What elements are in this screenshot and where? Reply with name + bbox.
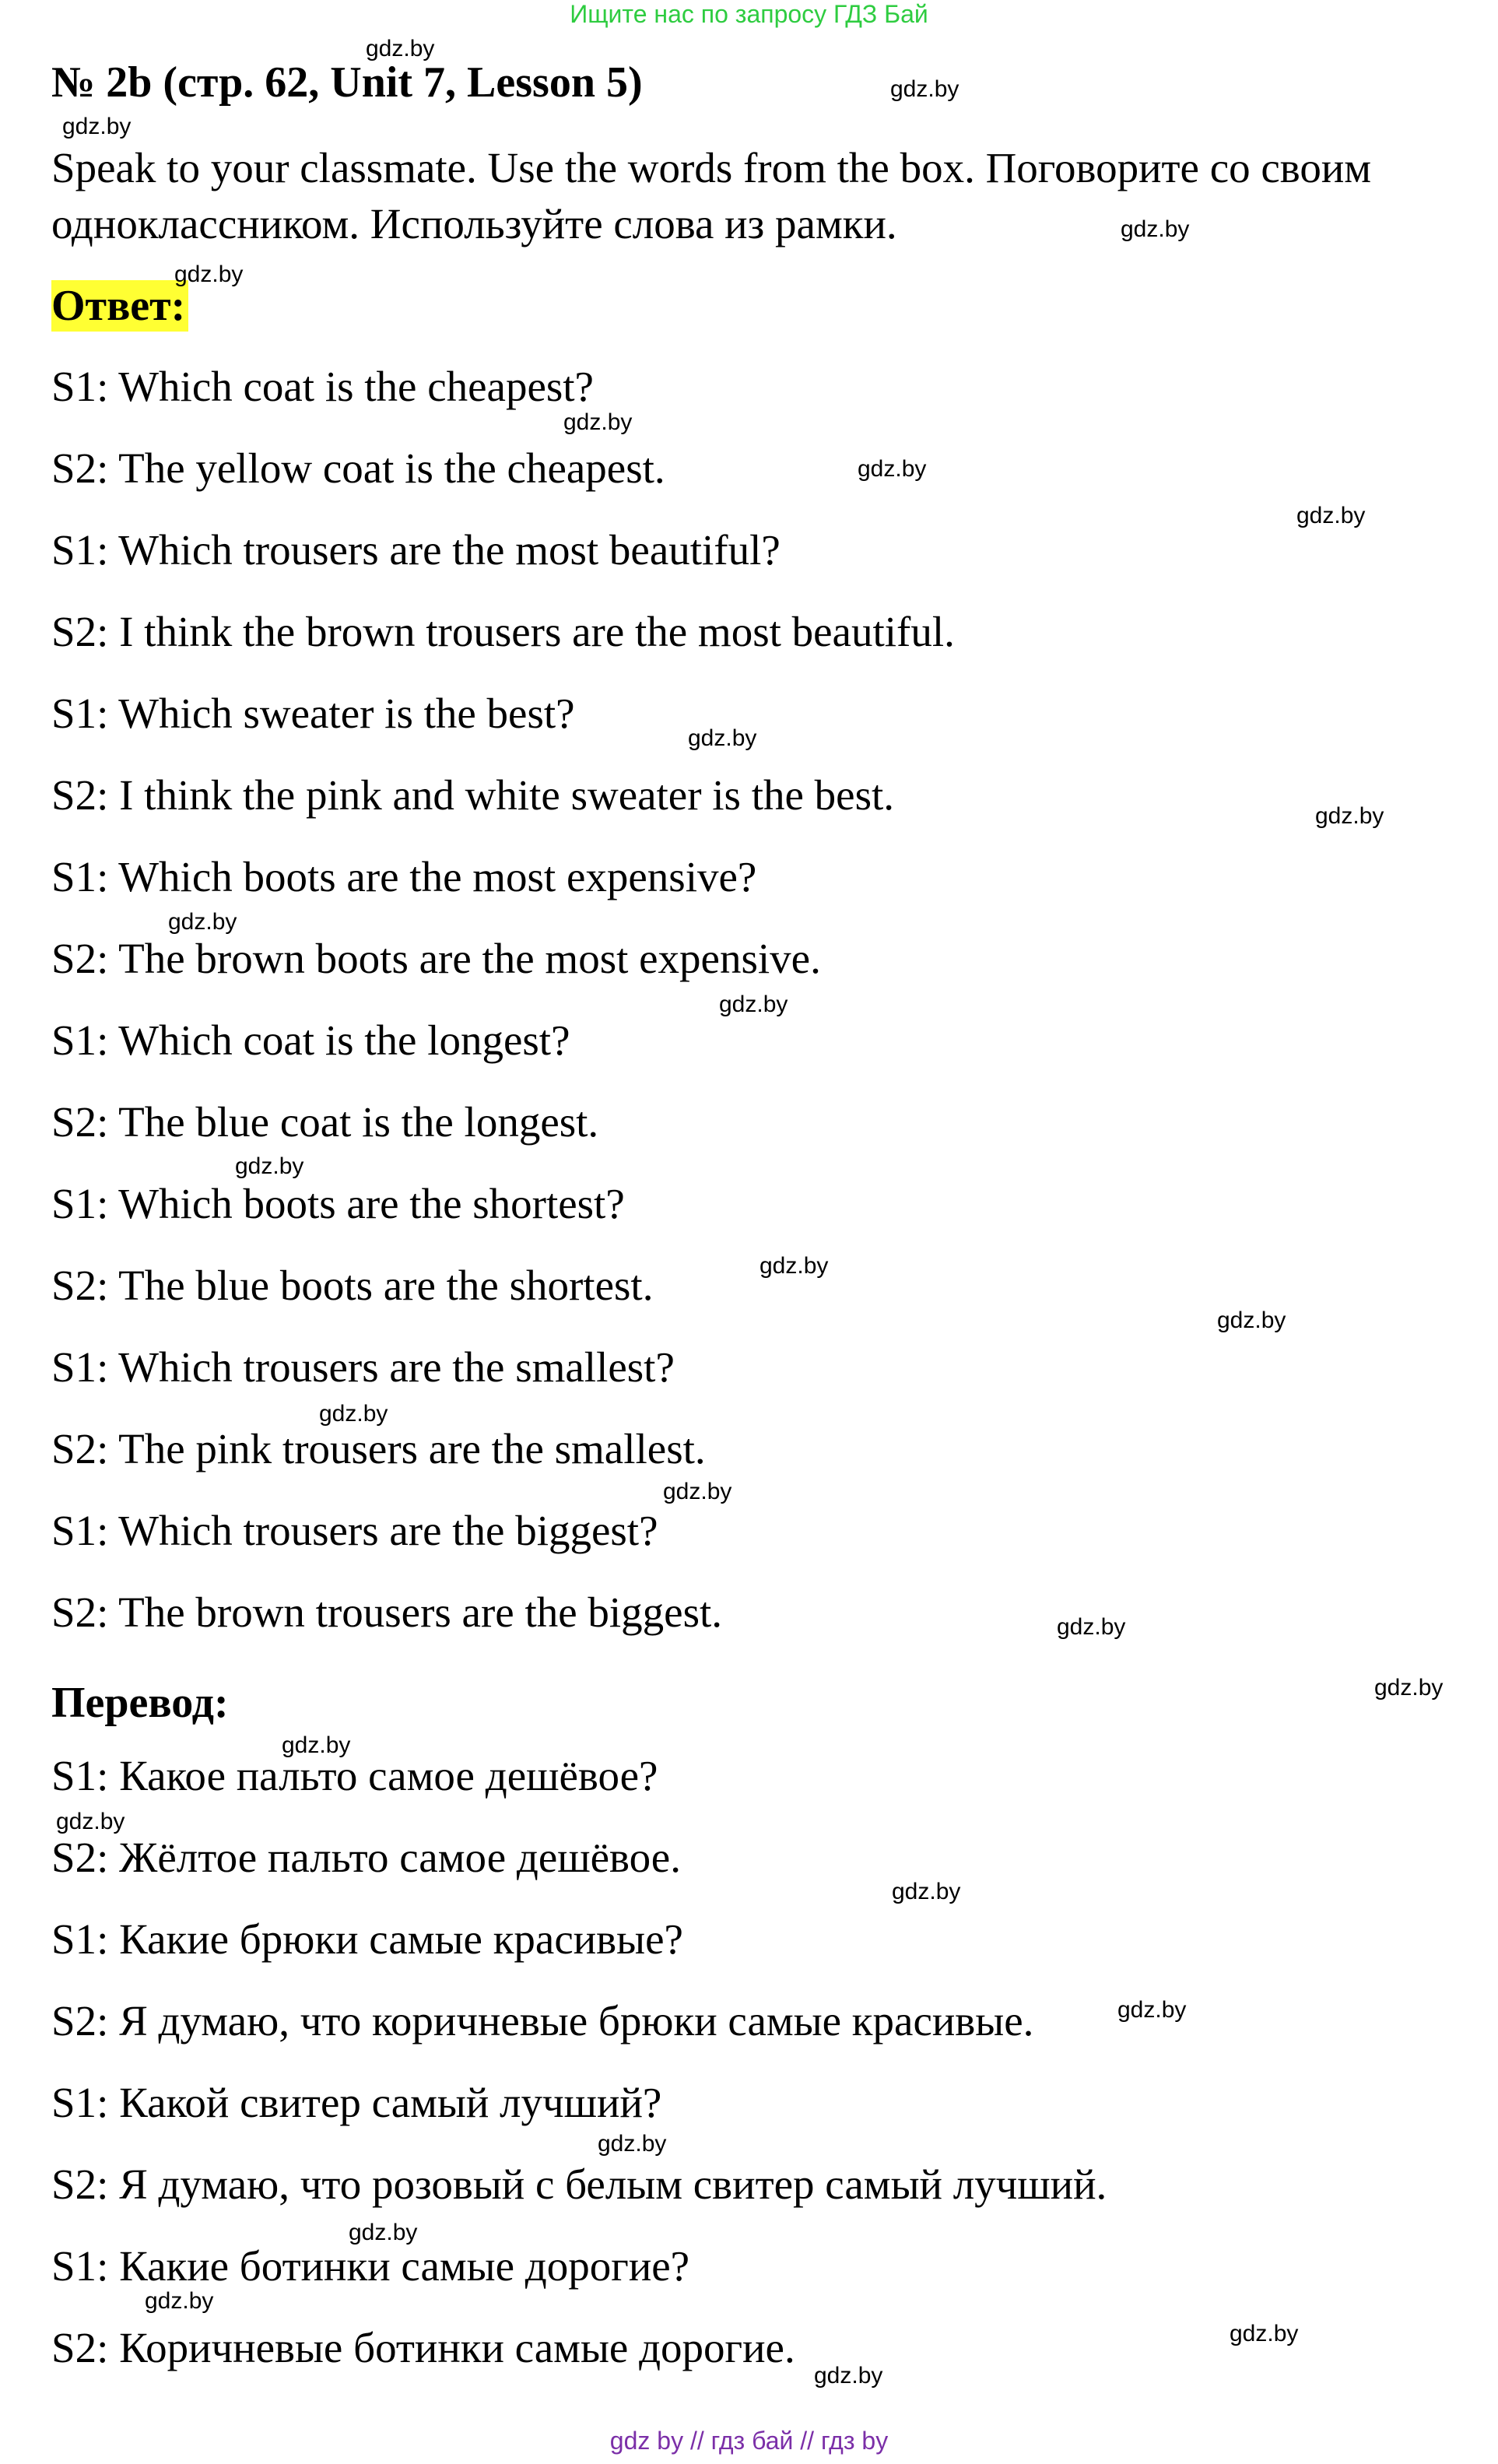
translation-line: S2: Коричневые ботинки самые дорогие. xyxy=(51,2324,795,2371)
watermark: gdz.by xyxy=(858,456,927,482)
watermark: gdz.by xyxy=(563,409,633,435)
translation-label: Перевод: xyxy=(51,1679,229,1727)
answer-line: S2: The brown boots are the most expensive. xyxy=(51,935,821,982)
watermark: gdz.by xyxy=(719,992,788,1017)
watermark: gdz.by xyxy=(235,1153,304,1179)
translation-line: S2: Я думаю, что розовый с белым свитер самый лучший. xyxy=(51,2160,1107,2208)
answer-line: S2: The brown trousers are the biggest. xyxy=(51,1588,723,1636)
watermark: gdz.by xyxy=(598,2131,667,2157)
translation-line: S1: Какой свитер самый лучший? xyxy=(51,2079,662,2126)
answer-line: S1: Which boots are the shortest? xyxy=(51,1180,625,1227)
answer-line: S1: Which coat is the longest? xyxy=(51,1016,570,1064)
watermark: gdz.by xyxy=(1117,1997,1187,2023)
translation-line: S1: Какие брюки самые красивые? xyxy=(51,1915,683,1963)
watermark: gdz.by xyxy=(1230,2321,1299,2346)
answer-line: S2: The blue coat is the longest. xyxy=(51,1098,599,1146)
top-banner: Ищите нас по запросу ГДЗ Бай xyxy=(570,0,928,28)
translation-line: S2: Я думаю, что коричневые брюки самые красивые. xyxy=(51,1997,1034,2045)
answer-line: S1: Which trousers are the biggest? xyxy=(51,1507,658,1554)
answer-line: S2: The pink trousers are the smallest. xyxy=(51,1425,706,1472)
translation-line: S2: Жёлтое пальто самое дешёвое. xyxy=(51,1834,681,1881)
watermark: gdz.by xyxy=(760,1253,829,1279)
watermark: gdz.by xyxy=(62,114,132,139)
footer-text: gdz by // гдз бай // гдз by xyxy=(609,2427,889,2455)
watermark: gdz.by xyxy=(349,2220,418,2245)
watermark: gdz.by xyxy=(282,1732,351,1758)
watermark: gdz.by xyxy=(168,909,237,935)
watermark: gdz.by xyxy=(892,1879,961,1904)
watermark: gdz.by xyxy=(1315,803,1384,829)
translation-line: S1: Какое пальто самое дешёвое? xyxy=(51,1752,658,1799)
watermark: gdz.by xyxy=(1217,1307,1286,1333)
watermark: gdz.by xyxy=(663,1479,732,1504)
answer-line: S1: Which coat is the cheapest? xyxy=(51,363,594,410)
answer-line: S1: Which trousers are the most beautiful? xyxy=(51,526,781,574)
watermark: gdz.by xyxy=(1121,216,1190,242)
watermark: gdz.by xyxy=(688,725,757,751)
watermark: gdz.by xyxy=(319,1401,388,1427)
watermark: gdz.by xyxy=(1296,503,1366,528)
answer-line: S2: I think the pink and white sweater is the best. xyxy=(51,771,895,819)
watermark: gdz.by xyxy=(814,2363,883,2389)
watermark: gdz.by xyxy=(145,2288,214,2314)
answer-line: S1: Which sweater is the best? xyxy=(51,690,575,737)
answer-label: Ответ: xyxy=(51,280,188,332)
answer-line: S1: Which trousers are the smallest? xyxy=(51,1343,675,1391)
watermark: gdz.by xyxy=(366,36,435,61)
answer-line: S2: I think the brown trousers are the most beautiful. xyxy=(51,608,955,655)
instruction-text: Speak to your classmate. Use the words from the box. Поговорите со своим одноклассником. Используйте слова из рамки. xyxy=(51,144,1372,247)
answer-line: S2: The yellow coat is the cheapest. xyxy=(51,444,665,492)
answer-line: S1: Which boots are the most expensive? xyxy=(51,853,757,900)
answer-line: S2: The blue boots are the shortest. xyxy=(51,1262,654,1309)
watermark: gdz.by xyxy=(890,76,959,102)
watermark: gdz.by xyxy=(56,1809,125,1834)
watermark: gdz.by xyxy=(1057,1614,1126,1640)
page-title: № 2b (стр. 62, Unit 7, Lesson 5) xyxy=(51,58,643,107)
translation-line: S1: Какие ботинки самые дорогие? xyxy=(51,2242,690,2290)
watermark: gdz.by xyxy=(174,261,244,287)
watermark: gdz.by xyxy=(1374,1675,1444,1701)
